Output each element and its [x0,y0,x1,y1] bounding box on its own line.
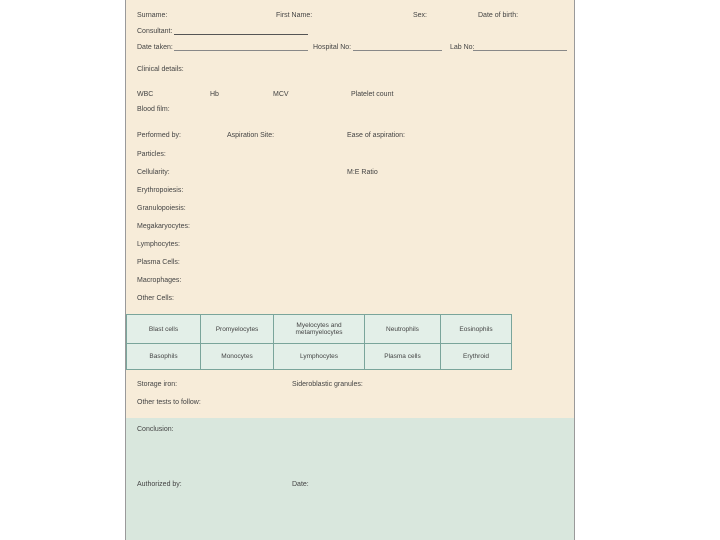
table-cell[interactable]: Eosinophils [441,315,512,344]
table-cell[interactable]: Blast cells [127,315,201,344]
consultant-field[interactable] [174,34,308,35]
bone-marrow-report-form [125,0,575,540]
table-cell[interactable]: Monocytes [201,344,274,370]
table-cell[interactable]: Myelocytes and metamyelocytes [274,315,365,344]
erythropoiesis-label: Erythropoiesis: [137,187,184,194]
marrow-findings-section [126,123,574,419]
lymphocytes-label: Lymphocytes: [137,241,180,248]
date-taken-field[interactable] [174,50,308,51]
table-row [127,344,512,370]
me-ratio-label: M:E Ratio [347,169,378,176]
sideroblastic-granules-label: Sideroblastic granules: [292,381,363,388]
blood-film-label: Blood film: [137,106,170,113]
consultant-label: Consultant: [137,28,173,35]
megakaryocytes-label: Megakaryocytes: [137,223,190,230]
performed-by-label: Performed by: [137,132,181,139]
table-cell[interactable]: Promyelocytes [201,315,274,344]
date-of-birth-label: Date of birth: [478,12,519,19]
platelet-count-label: Platelet count [351,91,394,98]
lab-no-field[interactable] [473,50,567,51]
lab-no-label: Lab No: [450,44,475,51]
table-cell[interactable]: Basophils [127,344,201,370]
table-cell[interactable]: Neutrophils [365,315,441,344]
conclusion-section [126,418,574,540]
cellularity-label: Cellularity: [137,169,170,176]
other-cells-label: Other Cells: [137,295,174,302]
macrophages-label: Macrophages: [137,277,182,284]
storage-iron-label: Storage iron: [137,381,178,388]
clinical-details-label: Clinical details: [137,66,184,73]
ease-of-aspiration-label: Ease of aspiration: [347,132,405,139]
surname-label: Surname: [137,12,168,19]
other-tests-label: Other tests to follow: [137,399,201,406]
conclusion-label: Conclusion: [137,426,174,433]
hospital-no-label: Hospital No: [313,44,352,51]
patient-details-section [126,0,574,58]
table-cell[interactable]: Lymphocytes [274,344,365,370]
differential-count-table [126,314,512,370]
aspiration-site-label: Aspiration Site: [227,132,275,139]
plasma-cells-label: Plasma Cells: [137,259,180,266]
clinical-details-section [126,57,574,124]
particles-label: Particles: [137,151,166,158]
hb-label: Hb [210,91,219,98]
date-label: Date: [292,481,309,488]
sex-label: Sex: [413,12,428,19]
granulopoiesis-label: Granulopoiesis: [137,205,186,212]
first-name-label: First Name: [276,12,313,19]
table-cell[interactable]: Plasma cells [365,344,441,370]
mcv-label: MCV [273,91,289,98]
table-row [127,315,512,344]
hospital-no-field[interactable] [353,50,442,51]
date-taken-label: Date taken: [137,44,173,51]
table-cell[interactable]: Erythroid [441,344,512,370]
authorized-by-label: Authorized by: [137,481,182,488]
wbc-label: WBC [137,91,154,98]
